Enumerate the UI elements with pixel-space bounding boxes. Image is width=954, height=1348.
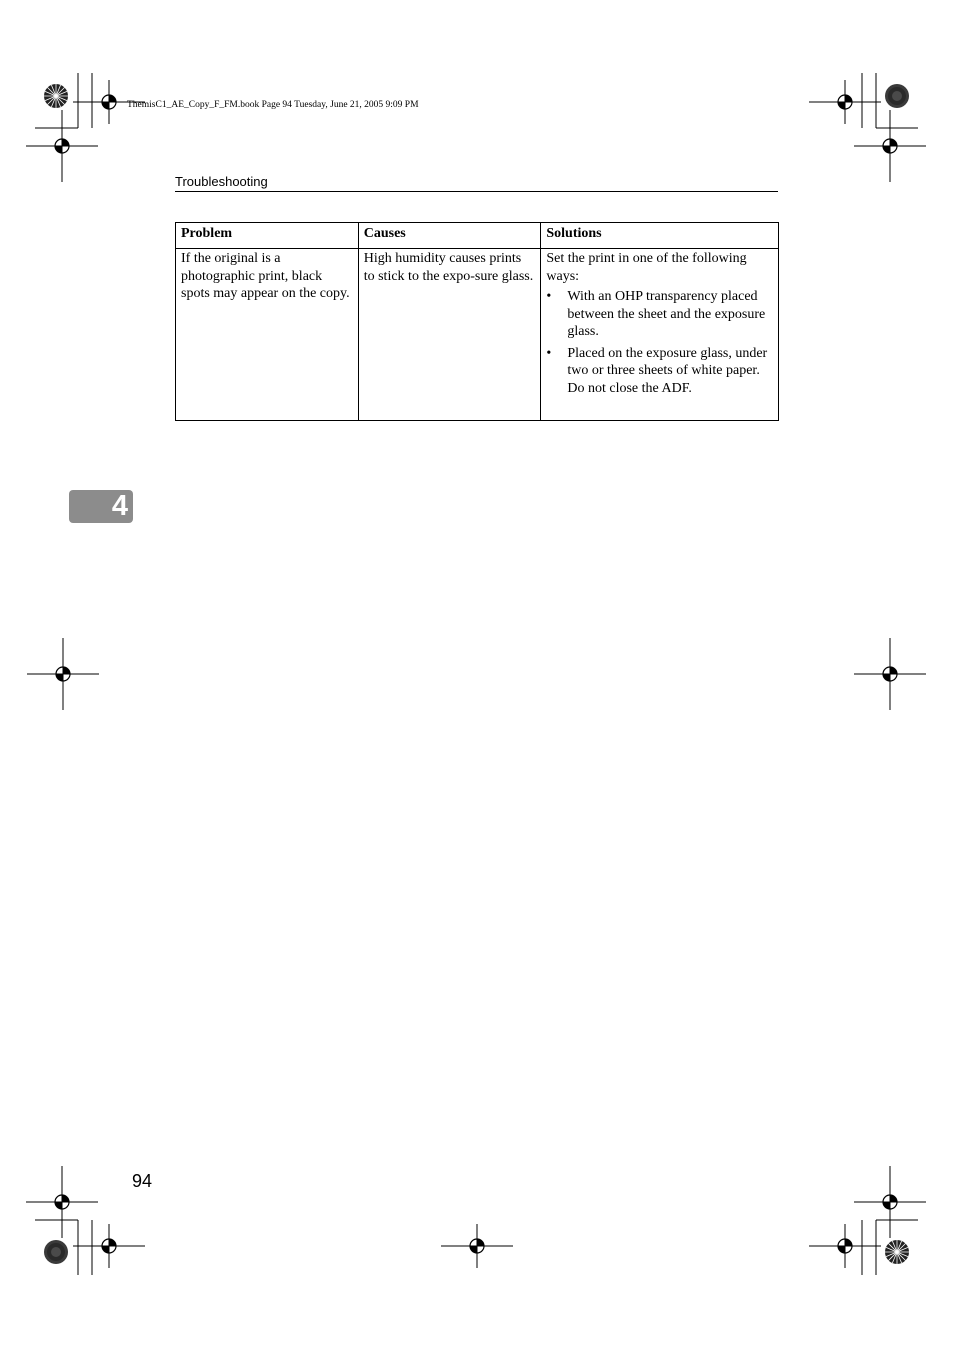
problem-text: If the original is a photographic print, black spots may appear on the copy. <box>181 251 350 301</box>
page-number: 94 <box>132 1171 153 1191</box>
solutions-cell <box>541 249 779 421</box>
chapter-tab <box>69 490 133 523</box>
list-item <box>546 345 773 398</box>
solutions-intro: Set the print in one of the following ways: <box>546 251 747 284</box>
solution-text: Placed on the exposure glass, under two or three sheets of white paper. Do not close the ADF. <box>567 345 768 396</box>
header-causes: Causes <box>358 223 541 249</box>
causes-text: High humidity causes prints to stick to the expo-sure glass. <box>363 251 534 284</box>
causes-cell <box>358 249 541 421</box>
table-row <box>176 249 779 421</box>
table-header-row <box>176 223 779 249</box>
list-item <box>546 288 773 341</box>
bullet-icon: • <box>546 345 552 361</box>
solutions-list <box>546 288 773 397</box>
bullet-icon: • <box>546 289 552 304</box>
chapter-number: 4 <box>111 490 128 522</box>
solution-text: With an OHP transparency placed between the sheet and the exposure glass. <box>567 289 766 339</box>
header-solutions: Solutions <box>541 223 779 249</box>
book-file-info: ThemisC1_AE_Copy_F_FM.book Page 94 Tuesday, June 21, 2005 9:09 PM <box>127 100 419 110</box>
running-head: Troubleshooting <box>175 174 778 192</box>
problem-cell <box>176 249 359 421</box>
troubleshooting-table <box>175 222 779 421</box>
header-problem: Problem <box>176 223 359 249</box>
